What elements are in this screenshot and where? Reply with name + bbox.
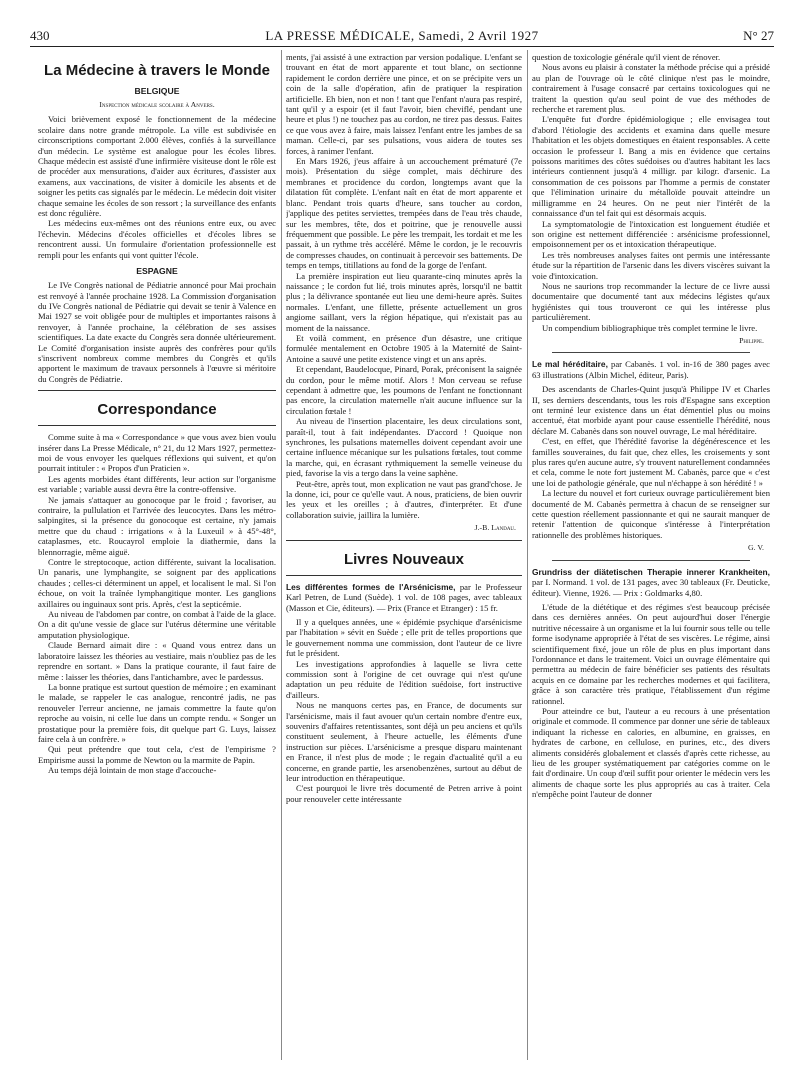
heading-espagne: ESPAGNE	[136, 266, 178, 277]
signature: J.-B. Landau.	[474, 523, 516, 533]
paragraph: C'est, en effet, que l'hérédité favorise la dégénérescence et les familles souveraines, du fait que, chez elles, les croisements y sont plus rares qu'en aucune autre, s'y trouvent naturellement condamnées et cela, comme le note fort justement M. Cabanès, parce que « c'est une loi de pathologie générale, que nul n'échappe à son hérédité ! »	[532, 436, 770, 488]
book-details: par I. Normand. 1 vol. de 131 pages, avec 30 tableaux (Fr. Deuticke, éditeur). Vienne, 1926. — Prix : Goldmarks 4,80.	[532, 577, 770, 598]
book-title: Les différentes formes de l'Arsénicisme,	[286, 581, 456, 592]
paragraph: La bonne pratique est surtout question de mémoire ; en examinant le malade, se rappeler le cas analogue, rencontré jadis, ne pas renouveler l'erreur ancienne, ne jamais commettre la faute qu'on reproche au voisin, ni celle lue dans un compte rendu. « Songer un prostatique pour la première fois, dit quelque part G. Luys, laissez faire cela à un confrère. »	[38, 681, 276, 744]
journal-title: LA PRESSE MÉDICALE, Samedi, 2 Avril 1927	[265, 28, 539, 43]
paragraph: Ne jamais s'attaquer au gonocoque par le froid ; favoriser, au contraire, la pullulation et l'arrivée des leucocytes. Dans les métro-salpingites, si la présence du gonocoque est certaine, n'y jamais mettre que du chaud : irrigations « à la Luxeuil » à 45°-48°, cataplasmes, etc. Roucayrol emploie la diathermie, dans la blennorragie, même aiguë.	[38, 494, 276, 557]
section-title-correspondance: Correspondance	[97, 401, 217, 419]
paragraph: Qui peut prétendre que tout cela, c'est de l'empirisme ? Empirisme aussi la pomme de Newton ou la marmite de Papin.	[38, 744, 276, 765]
paragraph: Il y a quelques années, une « épidémie psychique d'arsénicisme par l'habitation » sévit en Suède ; elle prit de telles proportions que le gouvernement nomma une commission, dont l'auteur de ce livre fut le président.	[286, 616, 522, 659]
paragraph: Voici brièvement exposé le fonctionnement de la médecine scolaire dans notre grande métropole. La ville est subdivisée en circonscriptions comportant 2.000 élèves, confiés à la surveillance d'un médecin. Le système est analogue pour les écoles libres. Chaque médecin est assisté d'une infirmière visiteuse dont le rôle est de procéder aux mensurations, d'aider aux écritures, d'assister aux examens, aux vaccinations, de visiter à domicile les absents et de soigner les petits cas signalés par le médecin. Le médecin doit visiter chaque semaine les écoles de son ressort ; la surveillance des enfants est donc régulière.	[38, 114, 276, 219]
paragraph: Au niveau de l'insertion placentaire, les deux circulations sont, paraît-il, tout à fait indépendantes. D'accord ! Quoique non synchrones, les pulsations maternelles doivent cependant avoir une certaine influence mécanique sur les pulsations fœtales, tout comme la marche, qui, en écrasant rythmiquement la semelle veineuse du pied, favorise la vis a tergo dans la veine saphène.	[286, 416, 522, 479]
paragraph: Pour atteindre ce but, l'auteur a eu recours à une présentation originale et commode. Il commence par donner une série de tableaux indiquant la richesse en calories, en albumine, en graisses, en hydrates de carbone, en cellulose, en purines, etc., des divers aliments considérés globalement et classés d'après cette richesse, au lieu de les grouper systématiquement par catégories comme on le fait d'ordinaire. Un coup d'œil suffit pour orienter le médecin vers les aliments de chaque sorte les plus appropriés au cas à traiter. Cela n'empêche point l'auteur de donner	[532, 705, 770, 800]
signature: Philippe.	[739, 335, 764, 345]
running-header	[30, 28, 774, 44]
book-details: par le Professeur Karl Petren, de Lund (Suède). 1 vol. de 108 pages, avec tableaux (Masson et Cie, éditeurs). — Prix (France et Etranger) : 15 fr.	[286, 581, 522, 613]
paragraph: Le IVe Congrès national de Pédiatrie annoncé pour Mai prochain est renvoyé à l'année prochaine 1928. La Commission d'organisation du IVe Congrès national de Pédiatrie qui devait se tenir à Valence en Mai 1927 se voit obligée pour de multiples et importantes raisons à renvoyer, à l'année prochaine, la célébration de ses assises scientifiques. La date exacte du Congrès sera donnée ultérieurement. Le Comité d'organisation insiste auprès des confrères pour qu'ils s'inscrivent nombreux comme membres du Congrès et qu'ils apportent le maximum de travaux personnels à l'œuvre si méritoire du Congrès de Pédiatrie.	[38, 280, 276, 384]
paragraph: Nous ne manquons certes pas, en France, de documents sur l'arsénicisme, mais il faut avouer qu'un certain nombre d'entre eux, souvenirs d'affaires retentissantes, sont déjà un peu anciens et qu'ils constituent seulement, à l'heure actuelle, les éléments d'une instruction sur pièces. L'arsénicisme a presque disparu maintenant en France, il n'est plus de mode ; le regain d'actualité qu'il a eu concerne, en grande partie, les arsenobenzènes, surtout au début de leur introduction en thérapeutique.	[286, 700, 522, 783]
section-title-medecine: La Médecine à travers le Monde	[44, 62, 270, 79]
book-details: par Cabanès. 1 vol. in-16 de 380 pages avec 63 illustrations (Albin Michel, éditeur, Paris).	[532, 359, 770, 380]
paragraph: Nous ne saurions trop recommander la lecture de ce livre aussi documentaire que documenté tant aux médecins légistes qu'aux hygiénistes qui tous trouveront ce qui les intéresse plus particulièrement.	[532, 280, 770, 323]
separator	[552, 352, 750, 353]
paragraph: Claude Bernard aimait dire : « Quand vous entrez dans un laboratoire laissez les théories au vestiaire, mais n'oubliez pas de les reprendre en sortant. » Dans la pratique courante, il faut faire de même : laisser les théories, dans l'antichambre, avec le pardessus.	[38, 640, 276, 682]
column-1	[38, 52, 276, 1060]
subheading-anvers: Inspection médicale scolaire à Anvers.	[99, 100, 215, 109]
paragraph: Les agents morbides étant différents, leur action sur l'organisme est variable ; variable aussi devra être la contre-offensive.	[38, 473, 276, 495]
paragraph: Et voilà comment, en présence d'un désastre, une critique formulée mentalement en Octobre 1905 à la Maternité de Saint-Antoine a sauvé une petite existence vingt et un ans après.	[286, 332, 522, 364]
book-title: Grundriss der diätetischen Therapie innerer Krankheiten,	[532, 566, 770, 577]
paragraph: Au temps déjà lointain de mon stage d'accouche-	[48, 765, 217, 776]
paragraph: La première inspiration eut lieu quarante-cinq minutes après la naissance ; le cordon fut lié, trois minutes après, lorsqu'il ne battit plus ; la délivrance spontanée eut lieu une demi-heure après. Suites normales. L'enfant, une fillette, présente actuellement un gros angiome saillant, vers la région hépatique, qui n'existait pas au moment de la naissance.	[286, 270, 522, 333]
paragraph: Les médecins eux-mêmes ont des réunions entre eux, ou avec l'échevin. Médecins d'écoles officielles et d'écoles libres se rencontrent aussi. Un formulaire d'orientation professionnelle est rempli pour les enfants qui vont quitter l'école.	[38, 218, 276, 260]
paragraph: Au niveau de l'abdomen par contre, on combat à l'aide de la glace. On a dit qu'une vessie de glace sur l'utérus détermine une véritable amputation physiologique.	[38, 609, 276, 640]
paragraph: En Mars 1926, j'eus affaire à un accouchement prématuré (7e mois). Présentation du siège complet, mais déchirure des membranes et procidence du cordon, longtemps avant que la dilatation fût complète. L'enfant naît en état de mort apparente et blanc. Pendant trois quarts d'heure, sans toucher au cordon, j'applique des petites serviettes, trempées dans de l'eau très chaude, sur les membres, tête, dos et poitrine, que je renouvelle aussi fréquemment que possible. Le père les trempait, les tordait et me les passait, à un rythme très accéléré. Même le cordon, je le recouvris de compresses chaudes, on continuait à percevoir ses battements. De temps en temps, titillations au fond de la gorge de l'enfant.	[286, 156, 522, 271]
header-rule	[30, 46, 774, 47]
heading-belgique: BELGIQUE	[134, 86, 180, 96]
paragraph: La lecture du nouvel et fort curieux ouvrage particulièrement bien documenté de M. Cabanès permettra à chacun de se renseigner sur cette question réellement passionnante et qui ne saurait manquer de retenir l'attention de quiconque s'intéresse à l'interprétation rationnelle des problèmes historiques.	[532, 488, 770, 540]
column-divider	[527, 50, 528, 1060]
paragraph: Comme suite à ma « Correspondance » que vous avez bien voulu insérer dans La Presse Médicale, n° 21, du 12 Mars 1927, permettez-moi de vous envoyer les quelques réflexions qui suivent, et qu'on pourrait intituler : « Propos d'un Praticien ».	[38, 432, 276, 474]
column-3	[532, 52, 770, 1060]
separator	[552, 560, 750, 561]
paragraph: question de toxicologie générale qu'il vient de rénover.	[532, 52, 721, 62]
paragraph: La symptomatologie de l'intoxication est longuement étudiée et son origine est nettement différenciée : arsénicisme professionnel, empoisonnement per os et intoxication thérapeutique.	[532, 218, 770, 250]
paragraph: Nous avons eu plaisir à constater la méthode précise qui a présidé au plan de l'ouvrage où le côté clinique n'est pas le moindre, contrairement à l'usage consacré par certains toxicologues qui ne traitent la question qu'au seul point de vue des méthodes de recherche et rarement plus.	[532, 62, 770, 115]
paragraph: Un compendium bibliographique très complet termine le livre.	[542, 322, 758, 333]
book-entry	[532, 567, 770, 598]
paragraph: L'étude de la diététique et des régimes s'est beaucoup précisée dans ces dernières années. On peut aujourd'hui doser l'énergie nutritive nécessaire à un organisme et la lui fournir sous telle ou telle forme isodyname appropriée à l'état de ses viscères. Le régime, ainsi scientifiquement fixé, joue un rôle de plus en plus important dans l'ordonnance et dans le traitement. Voici un ouvrage élémentaire qui permettra au médecin de faire bénéficier ses patients des résultats acquis en ce domaine par les recherches modernes et qui facilitera, grâce à son caractère très pratique, l'établissement d'un régime rationnel.	[532, 601, 770, 706]
section-divider	[38, 390, 276, 426]
paragraph: Les investigations approfondies à laquelle se livra cette commission sont à l'origine de cet ouvrage qui n'est qu'une adaptation un peu réduite de l'édition suédoise, fort instructive d'ailleurs.	[286, 658, 522, 700]
column-divider	[281, 50, 282, 1060]
paragraph: ments, j'ai assisté à une extraction par version podalique. L'enfant se trouvant en état de mort apparente et tout blanc, on sectionne rapidement le cordon derrière une pince, et on se précipite vers un coin de la salle d'opération, afin de pratiquer la respiration artificielle. Eh bien, non et non ! tant que l'enfant n'aura pas respiré, tant qu'il y a espoir (et il faut l'avoir, bien cheviflé, pendant une heure et plus !) ne touchez pas au cordon, ne tirez pas dessus. Faites ce que vous avez à faire, mais laissez l'enfant entre les jambes de sa maman. Celle-ci, par ses pulsations, vous aidera de toutes ses forces, à ranimer l'enfant.	[286, 52, 522, 156]
book-entry	[532, 359, 770, 380]
paragraph: Et cependant, Baudelocque, Pinard, Porak, préconisent la saignée du cordon, pour le même motif. Alors ! Mon cerveau se refuse cependant à admettre que, les poumons de l'enfant ne fonctionnant pas encore, la circulation maternelle n'ait aucune influence sur la circulation fœtale !	[286, 364, 522, 416]
paragraph: L'enquête fut d'ordre épidémiologique ; elle envisagea tout d'abord l'étiologie des accidents et examina dans quelle mesure l'habitation et les objets domestiques en étaient responsables. A cette occasion le professeur I. Bang a mis en évidence que certains poissons maritimes des côtes suédoises ou d'autres habitant les lacs intérieurs contiennent jusqu'à 4 milligr. par kilogr. d'arsenic. La consommation de ces poissons par l'homme a permis de constater que l'élimination urinaire du métalloïde pouvait atteindre un milligramme en 24 heures. On ne peut nier l'intérêt de la connaissance d'un tel fait qui est désormais acquis.	[532, 114, 770, 219]
paragraph: Contre le streptocoque, action différente, suivant la localisation. Un panaris, une lymphangite, se soignent par des applications chaudes ; celles-ci déterminent un appel, et localisent le mal. Si l'on échoue, on voit la traînée lymphangitique monter. Les ganglions axillaires ou inguinaux sont pris. Après, c'est la septicémie.	[38, 557, 276, 609]
paragraph: Les très nombreuses analyses faites ont permis une intéressante étude sur la répartition de l'arsenic dans les divers viscères suivant la voie d'intoxication.	[532, 249, 770, 281]
paragraph: Des ascendants de Charles-Quint jusqu'à Philippe IV et Charles II, ses derniers descendants, tous les rois d'Espagne sans exception ont terminé leur existence dans un état démentiel plus ou moins accentué, état morbide ayant pour cause essentielle l'hérédité, nous déclare M. Cabanès dans son nouvel ouvrage, Le mal héréditaire.	[532, 384, 770, 436]
paragraph: C'est pourquoi le livre très documenté de Petren arrive à point pour renouveler cette intéressante	[286, 783, 522, 804]
book-title: Le mal héréditaire,	[532, 359, 608, 370]
signature: G. V.	[748, 543, 764, 553]
section-title-livres: Livres Nouveaux	[343, 550, 465, 568]
page-number: 430	[30, 28, 50, 43]
paragraph: Peut-être, après tout, mon explication ne vaut pas grand'chose. Je la donne, ici, pour ce qu'elle vaut. A nous, praticiens, de bien ouvrir les yeux et les oreilles ; à d'autres, d'interpréter. Et d'une collaboration suivie, jaillira la lumière.	[286, 478, 522, 520]
column-2	[286, 52, 522, 1060]
issue-number: N° 27	[743, 28, 774, 43]
book-entry	[286, 582, 522, 613]
section-divider	[286, 540, 522, 576]
